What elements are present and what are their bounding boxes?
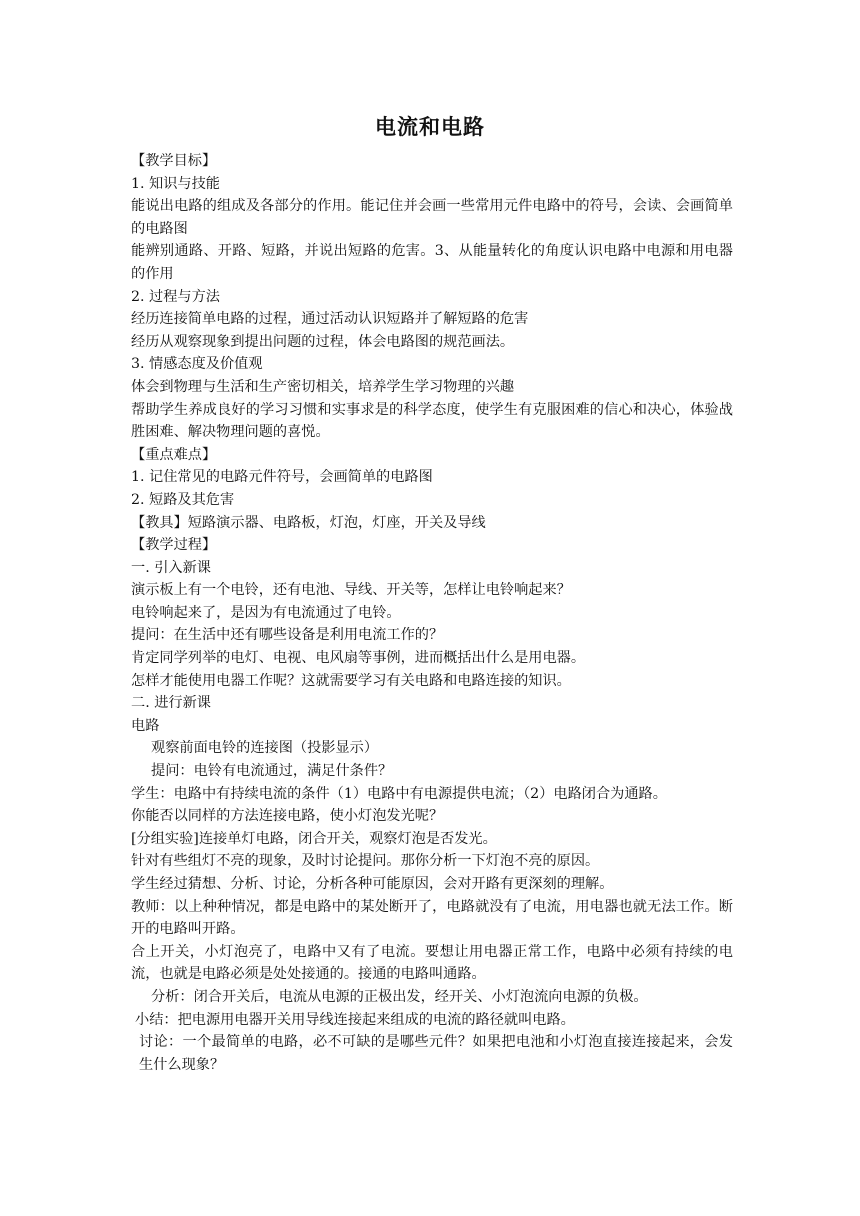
paragraph: 教师：以上种种情况，都是电路中的某处断开了，电路就没有了电流，用电器也就无法工作。断开的电路叫开路。 [131,898,733,938]
paragraph: 小结：把电源用电器开关用导线连接起来组成的电流的路径就叫电路。 [135,1011,575,1028]
paragraph: [分组实验]连接单灯电路，闭合开关，观察灯泡是否发光。 [131,830,497,847]
paragraph: 帮助学生养成良好的学习习惯和实事求是的科学态度，使学生有克服困难的信心和决心，体验战胜困难、解决物理问题的喜悦。 [131,401,733,441]
paragraph: 经历从观察现象到提出问题的过程，体会电路图的规范画法。 [131,333,515,350]
subheading-process-methods: 2. 过程与方法 [131,288,220,305]
paragraph: 分析：闭合开关后，电流从电源的正极出发，经开关、小灯泡流向电源的负极。 [151,988,648,1005]
paragraph: 合上开关，小灯泡亮了，电路中又有了电流。要想让用电器正常工作，电路中必须有持续的电流，也就是电路必须是处处接通的。接通的电路叫通路。 [131,943,733,983]
paragraph: 经历连接简单电路的过程，通过活动认识短路并了解短路的危害 [131,311,529,328]
paragraph: 怎样才能使用电器工作呢？这就需要学习有关电路和电路连接的知识。 [131,672,571,689]
list-item: 2. 短路及其危害 [131,491,235,508]
paragraph: 能辨别通路、开路、短路，并说出短路的危害。3、从能量转化的角度认识电路中电源和用电器的作用 [131,243,733,282]
paragraph: 讨论：一个最简单的电路，必不可缺的是哪些元件？如果把电池和小灯泡直接连接起来，会发生什么现象？ [139,1034,733,1073]
paragraph: 体会到物理与生活和生产密切相关，培养学生学习物理的兴趣 [131,378,515,395]
list-item: 1. 记住常见的电路元件符号，会画简单的电路图 [131,469,433,486]
document-title: 电流和电路 [375,115,485,139]
document-body [131,150,733,1076]
section-heading-key-points: 【重点难点】 [131,446,217,463]
paragraph: 学生：电路中有持续电流的条件（1）电路中有电源提供电流；（2）电路闭合为通路。 [131,785,667,802]
paragraph: 提问：电铃有电流通过，满足什条件？ [151,763,393,780]
subheading-new-lesson: 二. 进行新课 [131,695,211,712]
subheading-knowledge-skills: 1. 知识与技能 [131,175,220,192]
section-heading-process: 【教学过程】 [131,537,217,554]
subheading-introduction: 一. 引入新课 [131,559,211,576]
paragraph: 学生经过猜想、分析、讨论，分析各种可能原因，会对开路有更深刻的理解。 [131,876,614,892]
paragraph: 你能否以同样的方法连接电路，使小灯泡发光呢？ [131,808,444,825]
paragraph: 肯定同学列举的电灯、电视、电风扇等事例，进而概括出什么是用电器。 [131,650,586,667]
paragraph: 能说出电路的组成及各部分的作用。能记住并会画一些常用元件电路中的符号，会读、会画简单的电路图 [131,198,733,237]
paragraph: 电铃响起来了，是因为有电流通过了电铃。 [131,604,401,621]
paragraph: 演示板上有一个电铃，还有电池、导线、开关等，怎样让电铃响起来？ [131,582,571,599]
section-heading-equipment: 【教具】短路演示器、电路板，灯泡，灯座，开关及导线 [131,514,486,531]
paragraph: 针对有些组灯不亮的现象，及时讨论提问。那你分析一下灯泡不亮的原因。 [131,853,600,870]
section-heading-objectives: 【教学目标】 [131,153,217,169]
subheading-attitude-values: 3. 情感态度及价值观 [131,356,263,373]
paragraph: 观察前面电铃的连接图（投影显示） [151,740,379,757]
subheading-circuit: 电路 [131,717,160,734]
paragraph: 提问：在生活中还有哪些设备是利用电流工作的？ [131,627,444,644]
